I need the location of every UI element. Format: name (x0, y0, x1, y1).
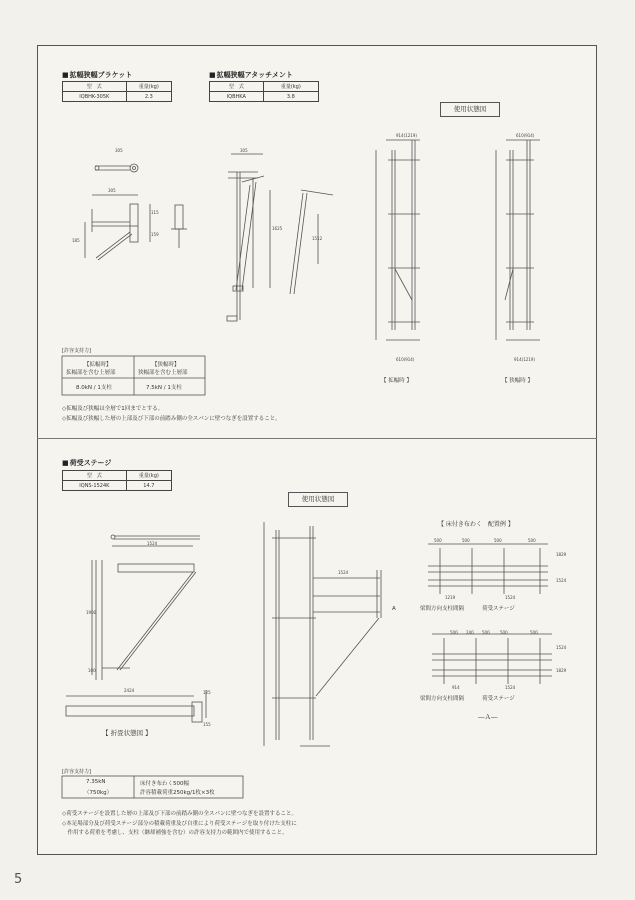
note-2-2: ◇本足場部分及び荷受ステージ部分の積載荷重及び自重により荷受ステージを取り付けた支柱に (62, 821, 297, 827)
state-narrow: 【 狭幅時 】 (502, 378, 533, 384)
pitch-500-3: 500 (494, 538, 502, 543)
bracket-side-view (85, 195, 150, 260)
dim-1524e: 1524 (556, 645, 567, 650)
dim-100: 100 (88, 668, 96, 673)
floor-layout-1 (428, 544, 548, 594)
dim-610-914-top: 610(914) (516, 133, 535, 138)
dim-1900: 1900 (86, 610, 97, 615)
attachment-pipe (290, 190, 333, 294)
bracket-model: IQBHK-305K (63, 92, 127, 102)
dim-1829a: 1829 (556, 552, 567, 557)
dim-125: 125 (203, 690, 211, 695)
note-1-1: ◇拡幅及び狭幅は全層で1回までとする。 (62, 406, 164, 412)
dim-914: 914 (452, 685, 460, 690)
cap2-kn: 7.35kN (86, 779, 106, 785)
cap-wide-val: 8.0kN / 1支柱 (76, 385, 112, 391)
stage-folded (66, 690, 206, 722)
stage-spec-table (62, 470, 172, 491)
capacity-label-2: [許容支持力] (62, 769, 91, 775)
dim-610-914-bot: 610(914) (396, 357, 415, 362)
note-2-3: 作用する荷重を考慮し、支柱（継却補強を含む）の許容支持力の範囲内で使用すること。 (62, 830, 288, 836)
folded-label: 【 折畳状態図 】 (102, 729, 152, 737)
cap-wide-sub: 拡幅部を含む上層部 (66, 370, 116, 376)
note-1-2: ◇拡幅及び狭幅した層の上部及び下部の前踏み側の全スパンに壁つなぎを設置すること。 (62, 416, 281, 422)
attachment-col-model: 型 式 (210, 82, 264, 92)
dim-305b: 305 (108, 188, 116, 193)
stage-weight: 14.7 (126, 481, 171, 491)
dim-1524b: 1524 (338, 570, 349, 575)
page-number: 5 (14, 872, 23, 887)
cap2-kg: （750kg） (84, 790, 113, 796)
dim-155: 155 (203, 722, 211, 727)
bracket-title: ■ 拡幅狭幅ブラケット (62, 70, 132, 80)
section-a-title: ―Ａ― (478, 713, 498, 721)
pitch-500-5: 500 (450, 630, 458, 635)
attachment-view (227, 154, 270, 321)
cap2-desc1: 床付き布わく500幅 (140, 781, 189, 787)
dim-1524a: 1524 (147, 541, 158, 546)
floor-title: 【 床付き布わく 配置例 】 (438, 521, 514, 528)
stage-label-1: 荷受ステージ (482, 606, 515, 612)
beam-label-2: 梁間方向支柱間隔 (420, 696, 465, 702)
pitch-240: 240 (466, 630, 474, 635)
dim-159: 159 (151, 232, 159, 237)
section-a-marker: A (392, 606, 396, 612)
bracket-weight: 2.3 (126, 92, 171, 102)
attachment-weight: 3.8 (263, 92, 318, 102)
cap-wide-head: 【拡幅時】 (84, 362, 112, 368)
stage-model: IQNS-1524K (63, 481, 127, 491)
dim-305-attach: 305 (240, 148, 248, 153)
stage-title: ■ 荷受ステージ (62, 458, 111, 468)
dim-185: 185 (72, 238, 80, 243)
attachment-model: IQBHKA (210, 92, 264, 102)
stage-col-model: 型 式 (63, 471, 127, 481)
attachment-col-weight: 重量(kg) (263, 82, 318, 92)
dim-1625: 1625 (272, 226, 283, 231)
dim-914-1219-bot: 914(1219) (514, 357, 535, 362)
attachment-title: ■ 拡幅狭幅アタッチメント (209, 70, 293, 80)
stage-pole (111, 535, 200, 539)
dim-1219: 1219 (445, 595, 456, 600)
pitch-500-8: 500 (530, 630, 538, 635)
bracket-part (171, 205, 187, 248)
dim-1829b: 1829 (556, 668, 567, 673)
cap-narrow-head: 【狭幅時】 (152, 362, 180, 368)
bracket-top-view (95, 164, 138, 172)
cap-narrow-val: 7.5kN / 1支柱 (146, 385, 182, 391)
capacity-label-1: [許容支持力] (62, 348, 91, 354)
state-wide: 【 拡幅時 】 (381, 378, 412, 384)
dim-1524c: 1524 (556, 578, 567, 583)
note-2-1: ◇荷受ステージを設置した層の上部及び下部の前踏み側の全スパンに壁つなぎを設置すること。 (62, 811, 298, 817)
dim-115: 115 (151, 210, 159, 215)
usage-label-1: 使用状態図 (440, 102, 500, 117)
dim-305a: 305 (115, 148, 123, 153)
dim-2424: 2424 (124, 688, 135, 693)
stage-label-2: 荷受ステージ (482, 696, 515, 702)
pitch-500-6: 500 (482, 630, 490, 635)
beam-label-1: 梁間方向支柱間隔 (420, 606, 465, 612)
dim-1512: 1512 (312, 236, 323, 241)
stage-usage (264, 522, 381, 746)
pitch-500-1: 500 (434, 538, 442, 543)
usage-label-2: 使用状態図 (288, 492, 348, 507)
floor-layout-2 (432, 634, 552, 684)
scaffold-narrow (496, 140, 540, 340)
bracket-col-weight: 重量(kg) (126, 82, 171, 92)
bracket-col-model: 型 式 (63, 82, 127, 92)
cap-narrow-sub: 狭幅部を含む上層部 (138, 370, 188, 376)
pitch-500-2: 500 (462, 538, 470, 543)
dim-1524f: 1524 (505, 685, 516, 690)
cap2-desc2: 許容積載荷重250kg/1枚×3枚 (140, 790, 215, 796)
pitch-500-4: 500 (528, 538, 536, 543)
dim-1524d: 1524 (505, 595, 516, 600)
scaffold-wide (376, 140, 420, 340)
dim-914-1219: 914(1219) (396, 133, 417, 138)
stage-side-view (92, 546, 196, 680)
stage-col-weight: 重量(kg) (126, 471, 171, 481)
pitch-500-7: 500 (500, 630, 508, 635)
